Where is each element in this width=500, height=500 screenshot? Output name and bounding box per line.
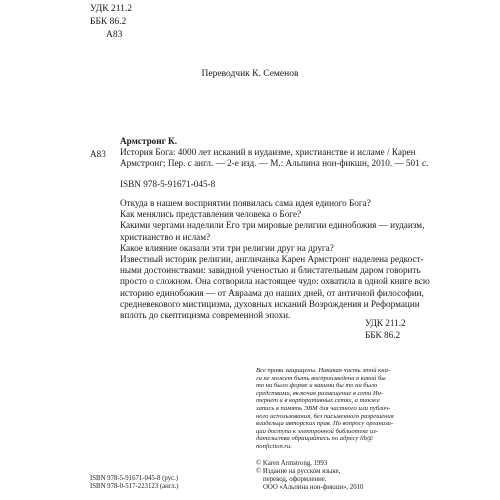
- rights-notice-line: Все права защищены. Никакая часть этой кни-: [256, 367, 390, 374]
- isbn-list-item: ISBN 978-0-517-223123 (англ.): [90, 483, 179, 490]
- abstract-line: Как менялись представления человека о Боге?: [120, 209, 302, 220]
- copyright-line: © Издание на русском языке,: [256, 468, 341, 475]
- rights-notice-line: тернет и в корпоративных сетях, а также: [256, 397, 380, 405]
- abstract-line: ными достоинствами: завидной ученостью и блистательным даром говорить: [120, 265, 421, 276]
- rights-notice-line: дательства обращайтесь по адресу lib@: [256, 435, 374, 443]
- rights-notice-line: ги не может быть воспроизведена в какой бы: [256, 374, 386, 382]
- copyright-line: перевод, оформление.: [263, 476, 327, 483]
- copyright-line: ООО «Альпина нон-фикшн», 2010: [263, 484, 364, 491]
- udk-bottom: УДК 211.2: [365, 318, 406, 328]
- abstract-line: средневекового мистицизма, духовных исканий Возрождения и Реформации: [120, 298, 420, 309]
- abstract-line: Какое влияние оказали эти три религии друг на друга?: [120, 242, 334, 253]
- copyright-line: © Karen Armstrong, 1993: [256, 460, 328, 467]
- rights-notice-line: ции доступа к электронной библиотеке из-: [256, 427, 378, 435]
- abstract: [120, 198, 430, 321]
- rights-notice-line: владельца авторских прав. По вопросу организа-: [256, 420, 394, 428]
- udk-top: УДК 211.2: [90, 4, 132, 14]
- rights-notice-line: средствами, включая размещение в сети Ин-: [256, 389, 384, 397]
- catalog-title: [120, 147, 428, 169]
- rights-notice-line: то ни было форме и какими бы то ни было: [256, 382, 378, 390]
- rights-notice: [256, 367, 414, 451]
- author-mark: А83: [90, 149, 106, 159]
- translator-line: Переводчик К. Семенов: [201, 69, 299, 79]
- rights-notice-line: nonfiction.ru.: [256, 442, 292, 450]
- bbk-top: ББК 86.2: [90, 17, 127, 27]
- copyright-block: [256, 460, 363, 492]
- author-name: Армстронг К.: [120, 136, 177, 146]
- isbn-list-item: ISBN 978-5-91671-045-8 (рус.): [90, 475, 179, 482]
- isbn-main: ISBN 978-5-91671-045-8: [120, 179, 216, 189]
- rights-notice-line: запись в память ЭВМ для частного или публич-: [256, 404, 391, 412]
- abstract-line: просто о сложном. Она сотворила настоящее чудо: охватила в одной книге всю: [120, 276, 430, 287]
- bbk-bottom: ББК 86.2: [365, 330, 401, 340]
- abstract-line: Какими чертами наделили Его три мировые религии единобожия — иудаизм,: [120, 220, 425, 231]
- rights-notice-line: ного использования, без письменного разрешения: [256, 412, 394, 420]
- abstract-line: Откуда в нашем восприятии появилась сама идея единого Бога?: [120, 198, 371, 208]
- abstract-line: историю единобожия — от Авраама до наших дней, от античной философии,: [120, 287, 424, 298]
- abstract-line: христианство и ислам?: [120, 231, 211, 242]
- abstract-line: Известный историк религии, англичанка Карен Армстронг наделена редкост-: [120, 254, 424, 265]
- abstract-line: вплоть до скептицизма современной эпохи.: [120, 310, 291, 321]
- author-mark-top: А83: [106, 30, 123, 40]
- catalog-title-line: История Бога: 4000 лет исканий в иудаизме, христианстве и исламе / Карен: [120, 147, 416, 157]
- catalog-title-line: Армстронг; Пер. с англ. — 2-е изд. — М.: Альпина нон-фикшн, 2010. — 501 с.: [120, 158, 429, 169]
- isbn-list: [90, 475, 179, 491]
